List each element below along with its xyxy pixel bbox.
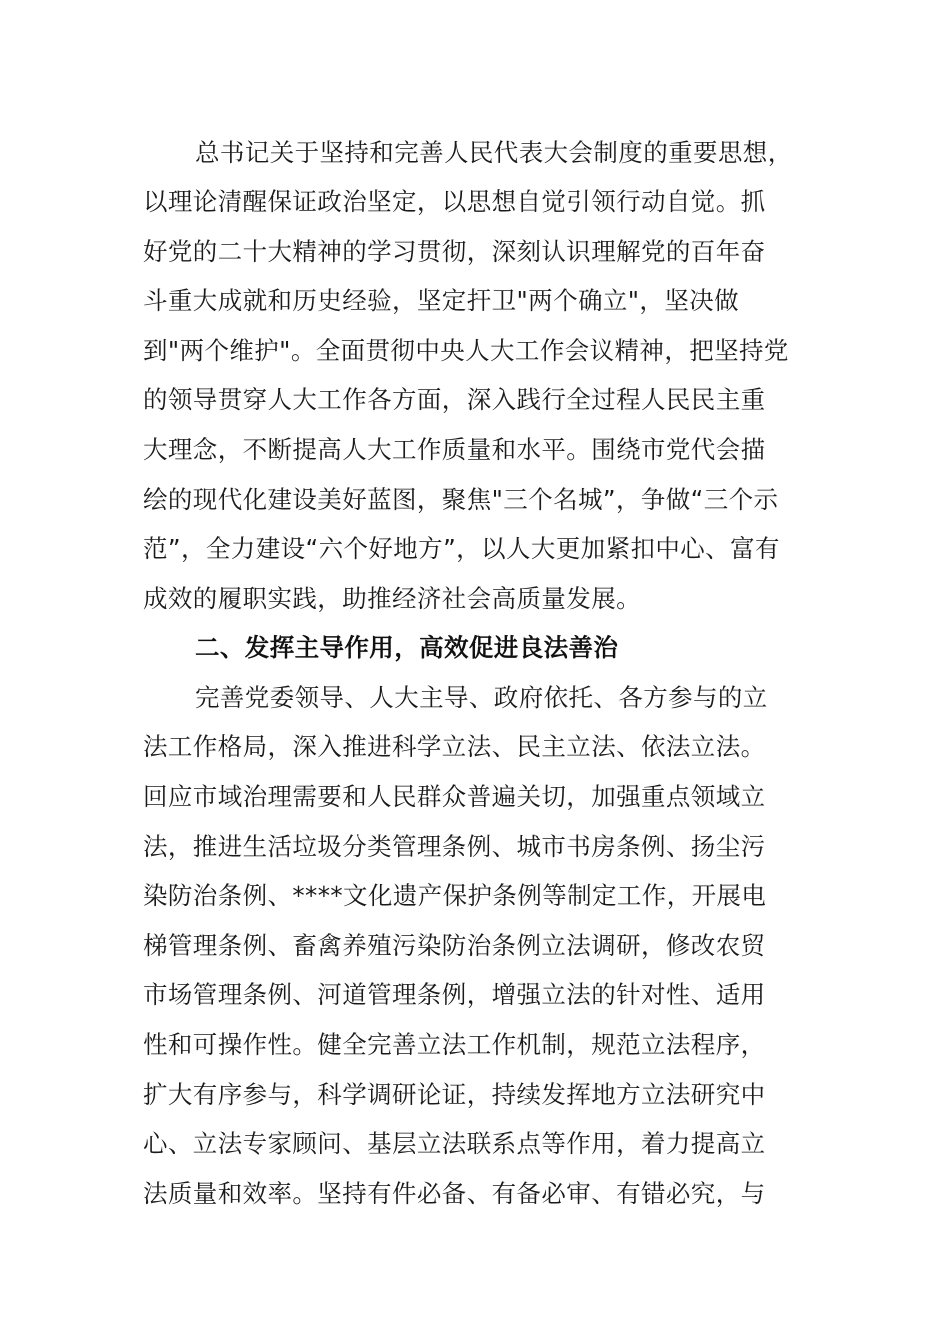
paragraph-line: 斗重大成就和历史经验，坚定扞卫"两个确立"，坚决做 — [143, 286, 740, 315]
paragraph-line: 市场管理条例、河道管理条例，增强立法的针对性、适用 — [143, 980, 766, 1009]
paragraph-line: 回应市域治理需要和人民群众普遍关切，加强重点领域立 — [143, 782, 766, 811]
paragraph-line: 总书记关于坚持和完善人民代表大会制度的重要思想， — [195, 138, 793, 167]
section-heading: 二、发挥主导作用，高效促进良法善治 — [195, 633, 619, 662]
paragraph-line: 到"两个维护"。全面贯彻中央人大工作会议精神，把坚持党 — [143, 336, 789, 365]
paragraph-line: 好党的二十大精神的学习贯彻，深刻认识理解党的百年奋 — [143, 237, 766, 266]
paragraph-line: 绘的现代化建设美好蓝图，聚焦"三个名城”，争做“三个示 — [143, 485, 779, 514]
paragraph-line: 梯管理条例、畜禽养殖污染防治条例立法调研，修改农贸 — [143, 931, 766, 960]
paragraph-line: 法工作格局，深入推进科学立法、民主立法、依法立法。 — [143, 732, 766, 761]
paragraph-line: 扩大有序参与，科学调研论证，持续发挥地方立法研究中 — [143, 1080, 766, 1109]
paragraph-line: 染防治条例、****文化遗产保护条例等制定工作，开展电 — [143, 881, 767, 910]
paragraph-line: 完善党委领导、人大主导、政府依托、各方参与的立 — [195, 683, 768, 712]
paragraph-line: 法，推进生活垃圾分类管理条例、城市书房条例、扬尘污 — [143, 832, 766, 861]
paragraph-line: 法质量和效率。坚持有件必备、有备必审、有错必究，与 — [143, 1179, 766, 1208]
paragraph-line: 以理论清醒保证政治坚定，以思想自觉引领行动自觉。抓 — [143, 187, 766, 216]
paragraph-line: 成效的履职实践，助推经济社会高质量发展。 — [143, 584, 641, 613]
paragraph-line: 性和可操作性。健全完善立法工作机制，规范立法程序， — [143, 1030, 766, 1059]
paragraph-line: 范”，全力建设“六个好地方”，以人大更加紧扣中心、富有 — [143, 534, 780, 563]
paragraph-line: 的领导贯穿人大工作各方面，深入践行全过程人民民主重 — [143, 385, 766, 414]
paragraph-line: 大理念，不断提高人大工作质量和水平。围绕市党代会描 — [143, 435, 766, 464]
paragraph-line: 心、立法专家顾问、基层立法联系点等作用，着力提高立 — [143, 1129, 766, 1158]
